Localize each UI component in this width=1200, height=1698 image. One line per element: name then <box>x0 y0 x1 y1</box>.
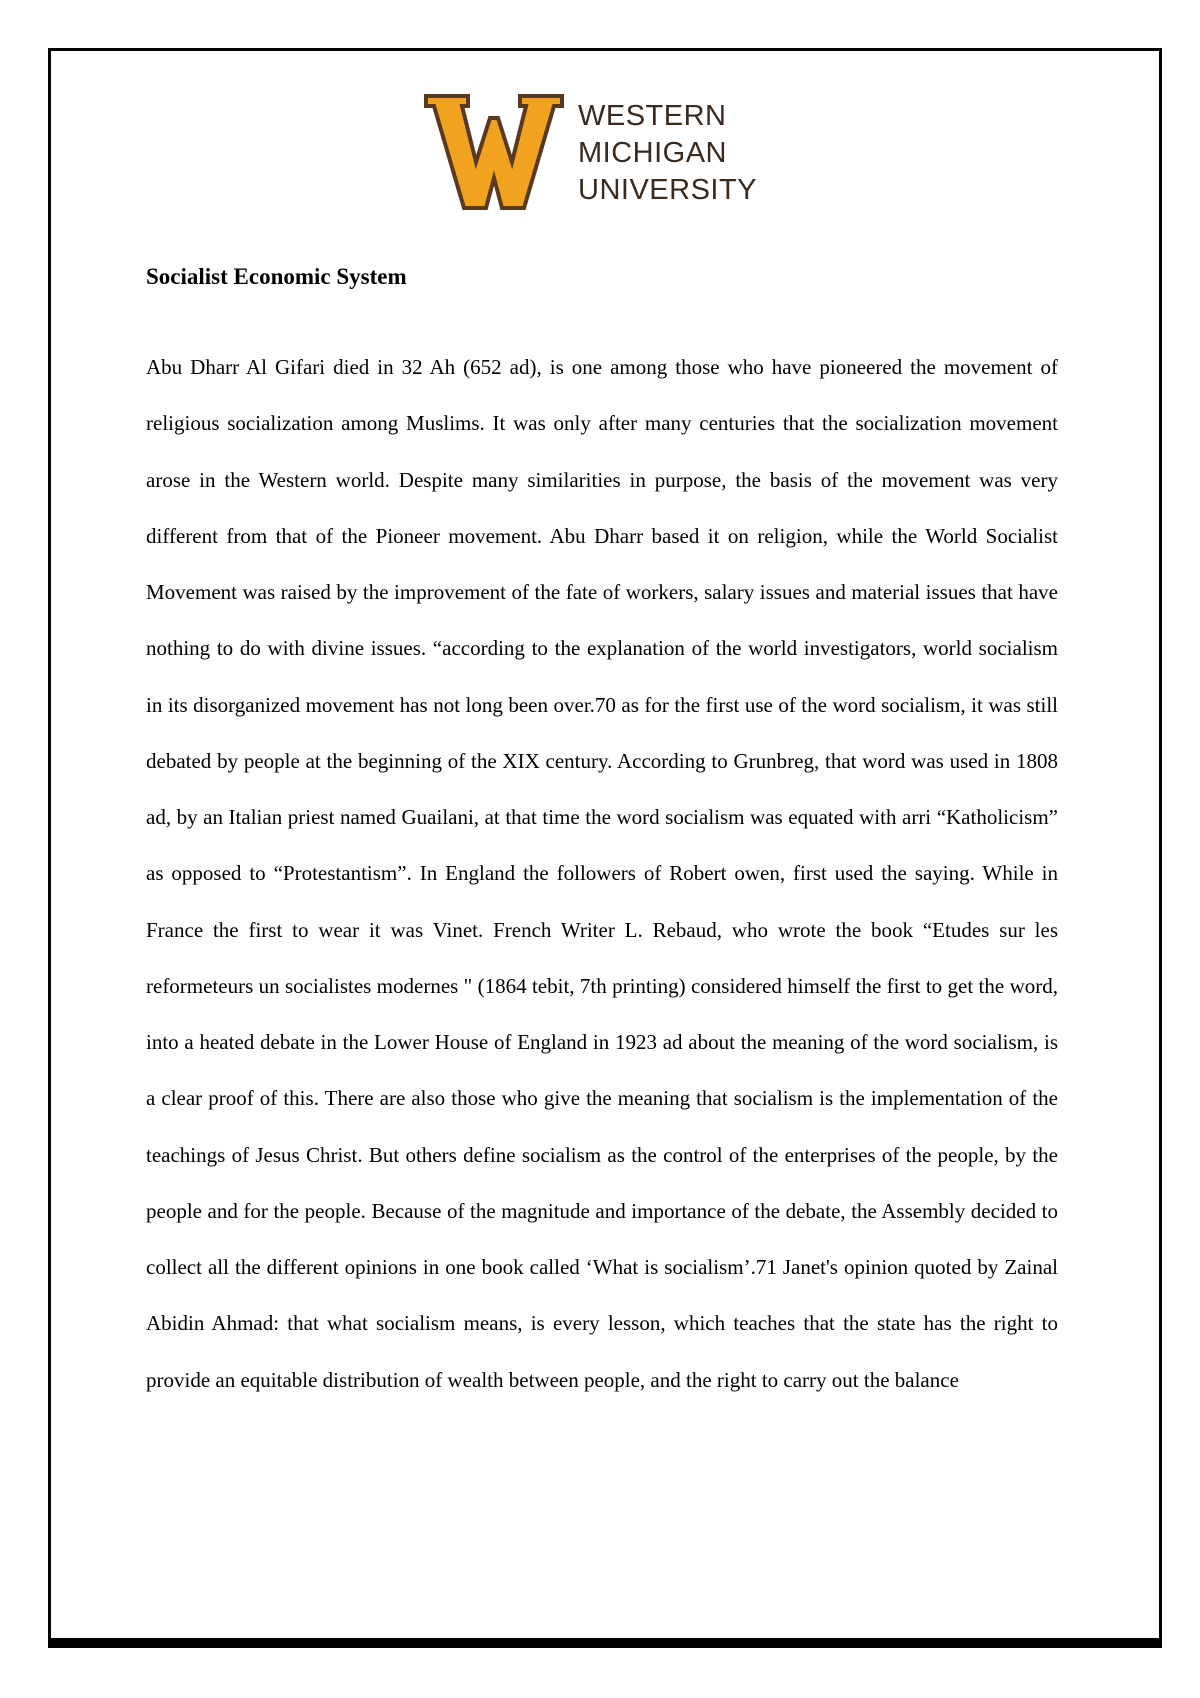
logo-line-michigan: MICHIGAN <box>578 137 727 169</box>
document-title: Socialist Economic System <box>146 264 407 289</box>
logo-line-western: WESTERN <box>578 100 727 132</box>
university-logo <box>424 92 784 216</box>
body-paragraph: Abu Dharr Al Gifari died in 32 Ah (652 ad), is one among those who have pioneered the movement of religious socialization among Muslims. It was only after many centuries that the socialization movement arose in the Western world. Despite many similarities in purpose, the basis of the movement was very different from that of the Pioneer movement. Abu Dharr based it on religion, while the World Socialist Movement was raised by the improvement of the fate of workers, salary issues and material issues that have nothing to do with divine issues. “according to the explanation of the world investigators, world socialism in its disorganized movement has not long been over.70 as for the first use of the word socialism, it was still debated by people at the beginning of the XIX century. According to Grunbreg, that word was used in 1808 ad, by an Italian priest named Guailani, at that time the word socialism was equated with arri “Katholicism” as opposed to “Protestantism”. In England the followers of Robert owen, first used the saying. While in France the first to wear it was Vinet. French Writer L. Rebaud, who wrote the book “Etudes sur les reformeteurs un socialistes modernes " (1864 tebit, 7th printing) considered himself the first to get the word, into a heated debate in the Lower House of England in 1923 ad about the meaning of the word socialism, is a clear proof of this. There are also those who give the meaning that socialism is the implementation of the teachings of Jesus Christ. But others define socialism as the control of the enterprises of the people, by the people and for the people. Because of the magnitude and importance of the debate, the Assembly decided to collect all the different opinions in one book called ‘What is socialism’.71 Janet's opinion quoted by Zainal Abidin Ahmad: that what socialism means, is every lesson, which teaches that the state has the right to provide an equitable distribution of wealth between people, and the right to carry out the balance <box>146 355 1058 1392</box>
w-logo-icon <box>424 92 564 212</box>
logo-wordmark <box>578 98 757 209</box>
logo-line-university: UNIVERSITY <box>578 174 758 206</box>
